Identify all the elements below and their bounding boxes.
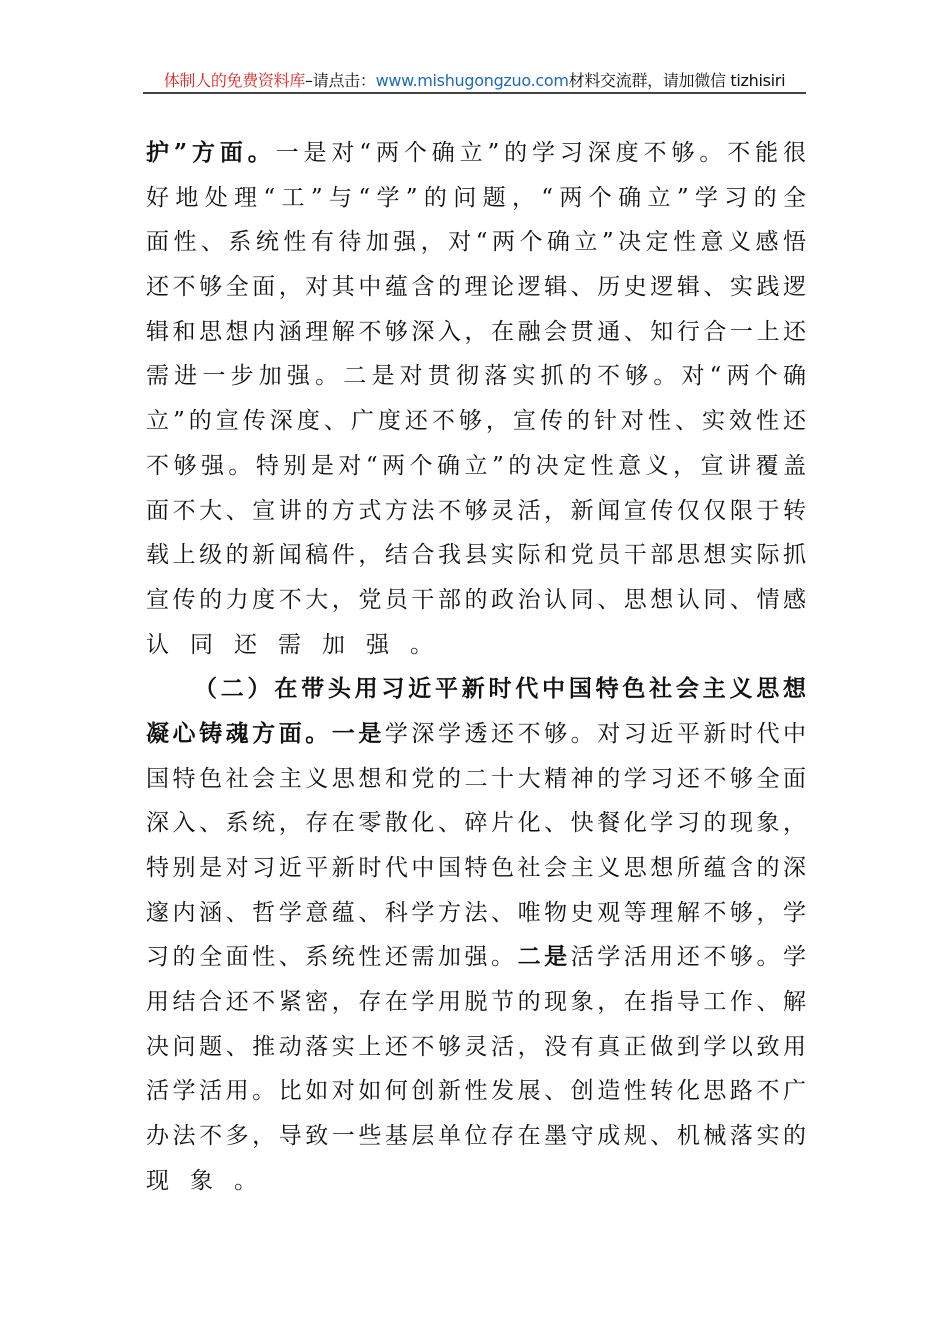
text-segment: 用结合还不紧密，存在学用脱节的现象，在指导工作、解 xyxy=(146,989,806,1016)
text-line xyxy=(146,757,806,802)
text-line xyxy=(146,891,806,936)
document-body xyxy=(146,131,806,1204)
text-segment: 特别是对习近平新时代中国特色社会主义思想所蕴含的深 xyxy=(146,855,806,881)
text-segment: 不够强。特别是对“两个确立”的决定性意义，宣讲覆盖 xyxy=(146,452,806,479)
text-line xyxy=(146,667,806,712)
text-segment: 国特色社会主义思想和党的二十大精神的学习还不够全面 xyxy=(146,765,806,792)
text-segment: 还不够全面，对其中蕴含的理论逻辑、历史逻辑、实践逻 xyxy=(146,274,806,301)
bold-text-segment: 护”方面。 xyxy=(146,139,276,166)
text-segment: 活学活用。比如对如何创新性发展、创造性转化思路不广 xyxy=(146,1078,806,1105)
text-line xyxy=(146,801,806,846)
text-segment: 活学活用还不够。学 xyxy=(570,944,807,971)
text-line xyxy=(146,1114,806,1159)
text-line xyxy=(146,1069,806,1114)
text-line xyxy=(146,489,806,534)
text-segment: 面性、系统性有待加强，对“两个确立”决定性意义感悟 xyxy=(146,229,806,256)
text-segment: 好地处理“工”与“学”的问题，“两个确立”学习的全 xyxy=(146,184,806,211)
text-line xyxy=(146,399,806,444)
prompt-text: –请点击： xyxy=(305,71,376,90)
bold-text-segment: （二）在带头用习近平新时代中国特色社会主义思想 xyxy=(194,675,806,703)
text-segment: 立”的宣传深度、广度还不够，宣传的针对性、实效性还 xyxy=(146,408,806,435)
text-line xyxy=(146,220,806,265)
text-segment: 学深学透还不够。对习近平新时代中 xyxy=(384,720,807,747)
text-segment: 需进一步加强。二是对贯彻落实抓的不够。对“两个确 xyxy=(146,363,806,390)
text-segment: 决问题、推动落实上还不够灵活，没有真正做到学以致用 xyxy=(146,1033,806,1060)
text-line xyxy=(146,354,806,399)
text-line xyxy=(146,176,806,221)
page-header xyxy=(143,68,806,92)
header-divider xyxy=(143,92,806,94)
text-line xyxy=(146,265,806,310)
text-segment: 一是对“两个确立”的学习深度不够。不能很 xyxy=(275,140,806,166)
text-line xyxy=(146,533,806,578)
text-line xyxy=(146,578,806,623)
website-link[interactable]: www.mishugongzuo.com xyxy=(375,71,569,90)
text-segment: 宣传的力度不大，党员干部的政治认同、思想认同、情感 xyxy=(146,586,806,613)
bold-text-segment: 二是 xyxy=(517,943,571,971)
bold-text-segment: 凝心铸魂方面。一是 xyxy=(146,719,385,747)
text-segment: 面不大、宣讲的方式方法不够灵活，新闻宣传仅仅限于转 xyxy=(146,497,806,524)
text-line xyxy=(146,131,806,176)
text-segment: 办法不多，导致一些基层单位存在墨守成规、机械落实的 xyxy=(146,1123,806,1150)
text-line xyxy=(146,846,806,891)
text-line xyxy=(146,712,806,757)
text-segment: 邃内涵、哲学意蕴、科学方法、唯物史观等理解不够，学 xyxy=(146,899,806,926)
text-segment: 载上级的新闻稿件，结合我县实际和党员干部思想实际抓 xyxy=(146,542,806,569)
text-segment: 认同还需加强。 xyxy=(146,631,454,658)
text-line xyxy=(146,1159,806,1204)
text-line xyxy=(146,310,806,355)
header-tail-text: 材料交流群，请加微信 tizhisiri xyxy=(568,71,786,90)
text-segment: 辑和思想内涵理解不够深入，在融会贯通、知行合一上还 xyxy=(146,318,806,345)
text-line xyxy=(146,623,806,668)
brand-text: 体制人的免费资料库 xyxy=(163,71,306,90)
text-line xyxy=(146,980,806,1025)
text-line xyxy=(146,444,806,489)
text-segment: 现象。 xyxy=(146,1167,278,1194)
text-segment: 深入、系统，存在零散化、碎片化、快餐化学习的现象， xyxy=(146,810,806,837)
text-segment: 习的全面性、系统性还需加强。 xyxy=(146,944,518,971)
text-line xyxy=(146,1025,806,1070)
text-line xyxy=(146,935,806,980)
